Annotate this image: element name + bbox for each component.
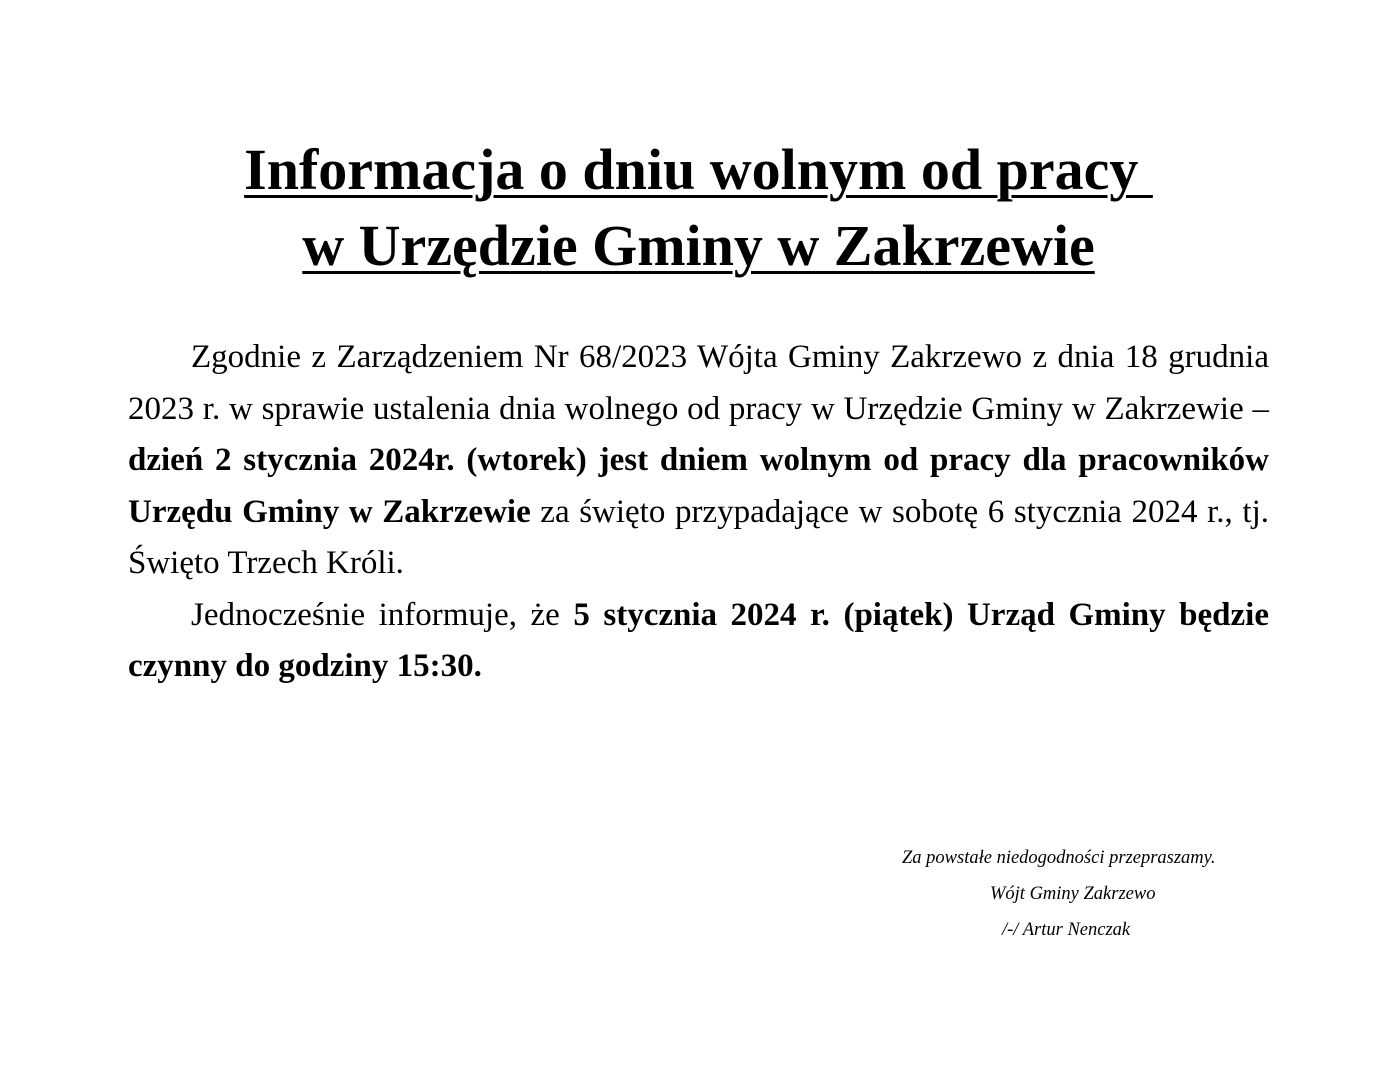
title-line-1: Informacja o dniu wolnym od pracy <box>244 137 1153 202</box>
paragraph-1 <box>128 332 1269 590</box>
apology-line: Za powstałe niedogodności przepraszamy. <box>902 848 1216 868</box>
document-body <box>128 332 1269 693</box>
paragraph-2-text-a: Jednocześnie informuje, że <box>191 596 574 633</box>
signature-block <box>860 840 1300 948</box>
signatory-name: /-/ Artur Nenczak <box>1002 920 1131 940</box>
paragraph-2-bold: 5 stycznia 2024 r. (piątek) Urząd Gminy będzie czynny do godziny 15:30. <box>128 596 1269 684</box>
signatory-role: Wójt Gminy Zakrzewo <box>990 884 1156 904</box>
title-line-2: w Urzędzie Gminy w Zakrzewie <box>302 213 1095 278</box>
document-title <box>0 132 1397 284</box>
paragraph-1-text-b: za święto przypadające w sobotę 6 stycznia 2024 r., tj. Święto Trzech Króli. <box>128 493 1269 581</box>
paragraph-1-text-a: Zgodnie z Zarządzeniem Nr 68/2023 Wójta Gminy Zakrzewo z dnia 18 grudnia 2023 r. w sprawie ustalenia dnia wolnego od pracy w Urzędzie Gminy w Zakrzewie – <box>128 339 1269 427</box>
paragraph-2 <box>128 590 1269 693</box>
paragraph-1-bold: dzień 2 stycznia 2024r. (wtorek) jest dniem wolnym od pracy dla pracowników Urzędu Gminy w Zakrzewie <box>128 442 1269 530</box>
